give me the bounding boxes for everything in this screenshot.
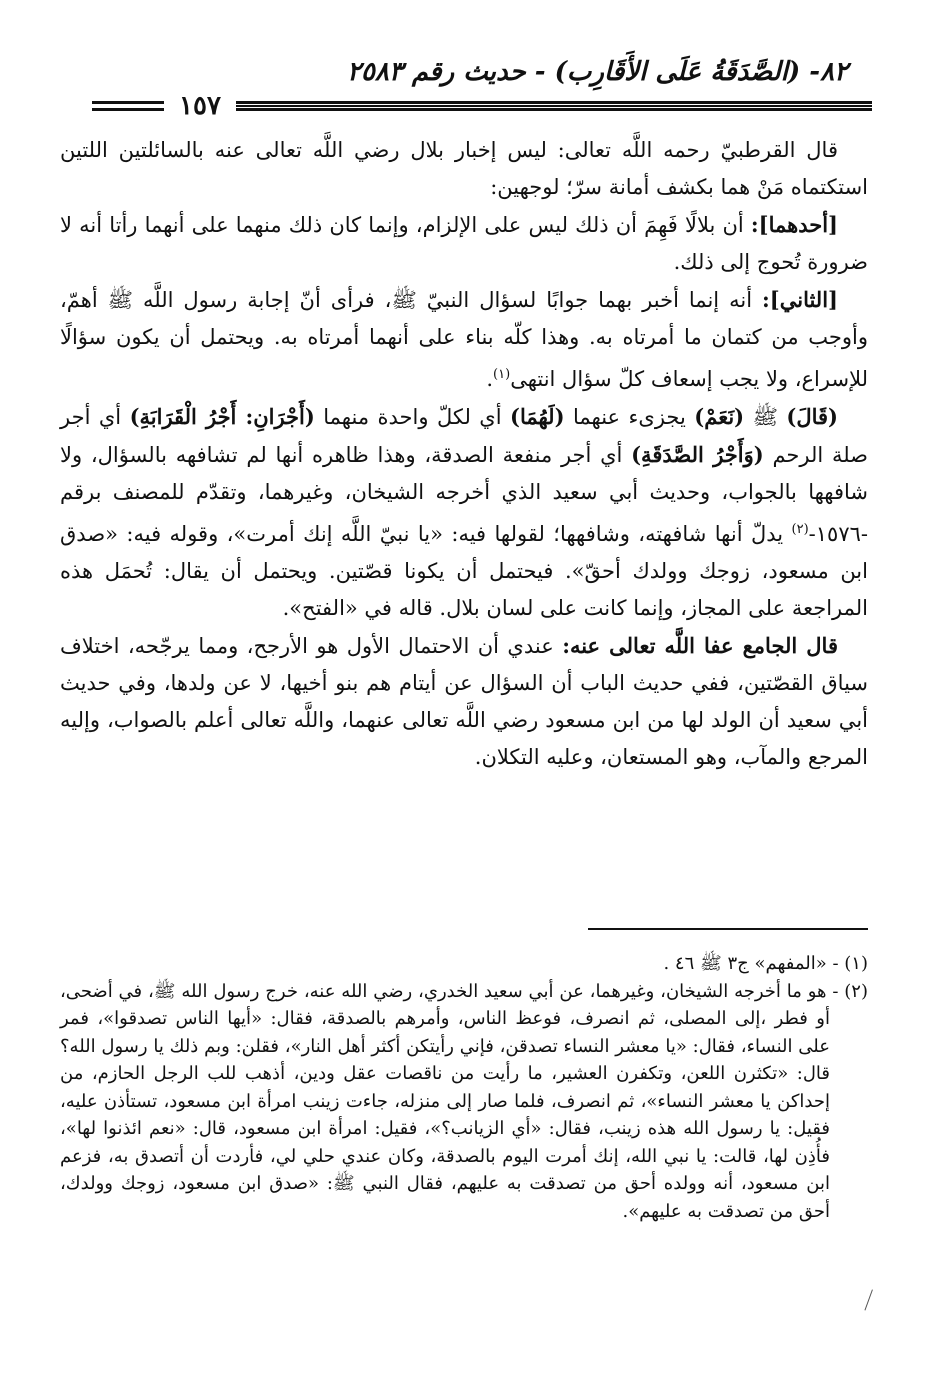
footnote-2: (٢) - هو ما أخرجه الشيخان، وغيرهما، عن أبي سعيد الخدري، رضي الله عنه، خرج رسول الله ﷺ، في أضحى، أو فطر ،إلى المصلى، ثم انصرف، فوعظ الناس، وأمرهم بالصدقة، فقال: «أيها الناس تصدقوا»، فمر على النساء، فقال: «يا معشر النساء تصدقن، فإني رأيتكن أكثر أهل النار»، فقلن: وبم ذلك يا رسول الله؟ قال: «تكثرن اللعن، وتكفرن العشير، ما رأيت من ناقصات عقل ودين، أذهب للب الرجل الحازم، من إحداكن يا معشر النساء»، ثم انصرف، فلما صار إلى منزله، جاءت زينب امرأة ابن مسعود، تستأذن عليه، فقيل: يا رسول الله هذه زينب، فقال: «أي الزيانب؟»، فقيل: امرأة ابن مسعود، قال: «نعم ائذنوا لها»، فأُذِن لها، قالت: يا نبي الله، إنك أمرت اليوم بالصدقة، وكان عندي حلي لي، فأردت أن أتصدق به، فزعم ابن مسعود، أنه وولده أحق من تصدقت به عليهم، فقال النبي ﷺ: «صدق ابن مسعود، زوجك وولدك، أحق من تصدقت به عليهم». — [60, 980, 868, 1222]
commentary-text: يجزىء عنهما — [572, 405, 686, 429]
footnote-ref-2: (٢) — [791, 522, 809, 537]
commentary-text: يدلّ أنها شافهته، وشافهها؛ لقولها فيه: «يا نبيّ اللَّه إنك أمرت»، وقوله فيه: «صدق ابن مسعود، زوجك وولدك أحقّ». فيحتمل أن يكونا قصّتين. ويحتمل أن يقال: تُحمَل هذه المراجعة على المجاز، وإنما كانت على لسان بلال. قاله في «الفتح». — [60, 522, 868, 620]
matn-ajr-sadaqa: (وَأَجْرُ الصَّدَقَةِ) — [631, 442, 764, 467]
paragraph-text: أنه إنما أخبر بهما جوابًا لسؤال النبيّ ﷺ، فرأى أنّ إجابة رسول اللَّه ﷺ أهمّ، وأوجب من كتمان ما أمرتاه به. وهذا كلّه بناء على أنهما أمرتاه به. ويحتمل أن يكون سؤالًا للإسراع، ولا يجب إسعاف كلّ سؤال انتهى — [60, 288, 868, 391]
footnote-1: (١) - «المفهم» ج٣ ﷺ ٤٦ . — [663, 953, 868, 974]
paragraph-text: عندي أن الاحتمال الأول هو الأرجح، ومما يرجّحه، اختلاف سياق القصّتين، ففي حديث الباب أن السؤال عن أيتام هم بنو أخيها، لا عن ولدها، وفي حديث أبي سعيد أن الولد لها من ابن مسعود رضي اللَّه تعالى عنهما، واللَّه تعالى أعلم بالصواب، وإليه المرجع والمآب، وهو المستعان، وعليه التكلان. — [60, 634, 868, 769]
commentary-text: أي أجر منفعة الصدقة، وهذا ظاهره أنها لم تشافهه بالسؤال، ولا شافهها بالجواب، وحديث أبي سعيد الذي أخرجه الشيخان، وغيرهما، وتقدّم للمصنف برقم -١٥٧٦- — [60, 443, 868, 546]
first-reason-label: [أحدهما]: — [750, 212, 838, 237]
matn-ajran: (أَجْرَانِ: أَجْرُ الْقَرَابَةِ) — [129, 404, 315, 429]
matn-lahuma: (لَهُمَا) — [510, 404, 565, 429]
matn-naam: (نَعَمْ) — [694, 404, 745, 429]
paragraph-first-reason — [60, 206, 868, 281]
paragraph-qurtubi — [60, 132, 868, 206]
commentary-text: أي أجر صلة الرحم — [60, 405, 868, 467]
paragraph-text: أن بلالًا فَهِمَ أن ذلك ليس على الإلزام، وإنما كان ذلك منهما على أنهما رأتا أنه لا ضرورة تُحوج إلى ذلك. — [60, 213, 868, 274]
page-number: ١٥٧ — [179, 91, 221, 121]
running-header: ٨٢- (الصَّدَقَةُ عَلَى الأَقَارِب) - حديث رقم ٢٥٨٣ — [346, 57, 848, 87]
paragraph-hadith-commentary — [60, 398, 868, 627]
paragraph-end: . — [486, 367, 494, 391]
compiler-label: قال الجامع عفا اللَّه تعالى عنه: — [562, 633, 838, 658]
stray-pen-mark — [864, 1289, 878, 1312]
commentary-text: أي لكلّ واحدة منهما — [323, 405, 502, 429]
paragraph-compiler-note — [60, 627, 868, 776]
second-reason-label: [الثاني]: — [762, 287, 838, 312]
paragraph-second-reason — [60, 281, 868, 398]
header-rule-short — [92, 101, 164, 111]
header-rule — [92, 91, 872, 121]
footnote-ref-1: (١) — [493, 367, 511, 382]
header-rule-long — [236, 101, 872, 111]
salutation-glyph: ﷺ — [752, 405, 778, 429]
footnotes — [60, 950, 868, 1225]
main-text — [60, 132, 868, 776]
paragraph-text: قال القرطبيّ رحمه اللَّه تعالى: ليس إخبار بلال رضي اللَّه تعالى عنه بالسائلتين اللتين استكتماه مَنْ هما بكشف أمانة سرّ؛ لوجهين: — [60, 138, 868, 199]
footnote-separator — [588, 928, 868, 930]
matn-qala: (قَالَ) — [786, 404, 838, 429]
